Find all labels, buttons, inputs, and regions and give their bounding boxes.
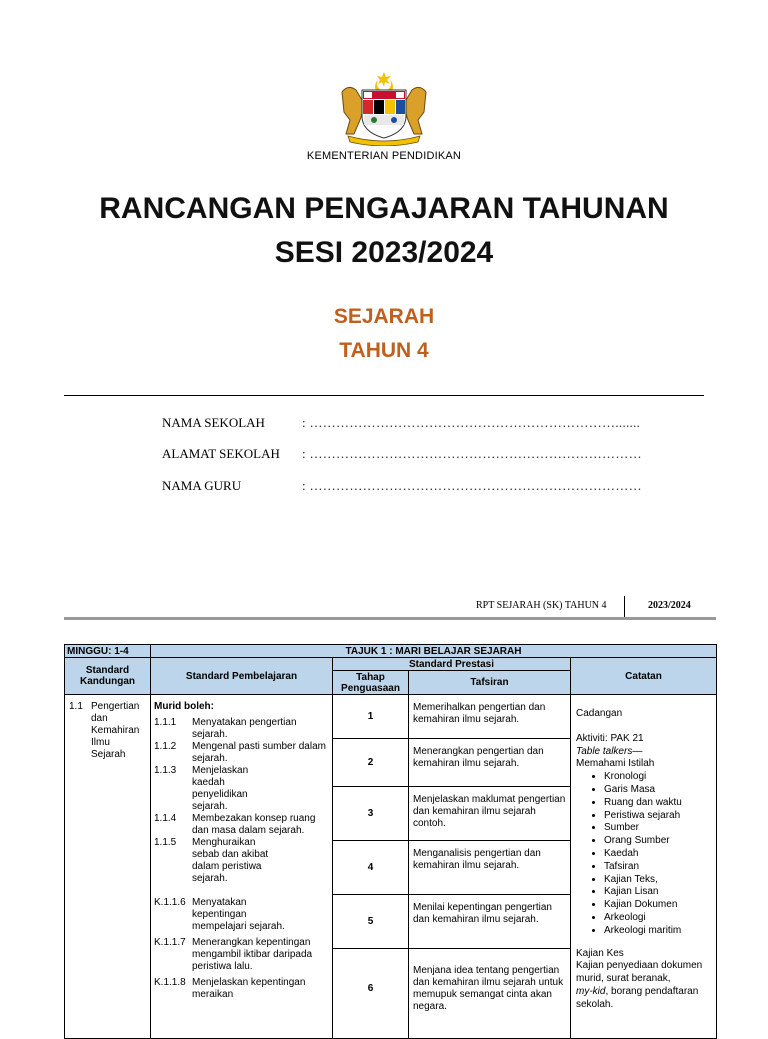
field-label: ALAMAT SEKOLAH xyxy=(162,446,280,461)
catatan-activity: Aktiviti: PAK 21 xyxy=(576,732,644,744)
list-item: • Kronologi xyxy=(604,771,711,784)
list-item: 1.1.5 Menghuraikan sebab dan akibat dalam peristiwa sejarah. xyxy=(154,837,269,884)
list-item: K.1.1.6 Menyatakan kepentingan mempelajari sejarah. xyxy=(154,897,285,932)
tahap-3: 3 xyxy=(333,787,409,841)
field-blank: : ………………………………………………………………… xyxy=(302,478,642,493)
case-text-1: Kajian penyediaan dokumen murid, surat beranak, xyxy=(576,960,703,985)
sp-intro: Murid boleh: xyxy=(154,701,214,712)
field-label: NAMA SEKOLAH xyxy=(162,415,265,430)
year-title: TAHUN 4 xyxy=(339,339,429,362)
field-label: NAMA GURU xyxy=(162,478,242,493)
running-header-session: 2023/2024 xyxy=(648,600,691,611)
tafsiran-3: Menjelaskan maklumat pengertian dan kemahiran ilmu sejarah contoh. xyxy=(409,787,571,841)
list-item: • Tafsiran xyxy=(604,861,711,874)
lesson-plan-table xyxy=(64,644,717,1039)
title-divider xyxy=(64,395,704,396)
field-blank: : ………………………………………………………………… xyxy=(302,446,642,461)
field-blank: : ……………………………………………………………....... xyxy=(302,415,641,430)
catatan-heading: Cadangan xyxy=(576,708,623,719)
list-item: 1.1.4 Membezakan konsep ruang dan masa dalam sejarah. xyxy=(154,813,316,836)
col-standard-pembelajaran: Standard Pembelajaran xyxy=(151,658,333,695)
header-rule xyxy=(64,617,716,620)
tafsiran-5: Menilai kepentingan pengertian dan kemahiran ilmu sejarah. xyxy=(409,895,571,949)
tahap-1: 1 xyxy=(333,695,409,739)
list-item: • Sumber xyxy=(604,822,711,835)
list-item: 1.1.2 Mengenal pasti sumber dalam sejarah. xyxy=(154,741,326,764)
document-title: RANCANGAN PENGAJARAN TAHUNAN xyxy=(99,192,669,225)
catatan-cell xyxy=(571,695,717,1039)
tafsiran-2: Menerangkan pengertian dan kemahiran ilmu sejarah. xyxy=(409,739,571,787)
tahap-6: 6 xyxy=(333,949,409,1039)
catatan-activity-title: Table talkers— xyxy=(576,745,643,757)
list-item: 1.1.1 Menyatakan pengertian sejarah. xyxy=(154,717,297,740)
header-separator xyxy=(624,596,625,618)
coat-of-arms-emblem xyxy=(334,70,434,146)
tahap-5: 5 xyxy=(333,895,409,949)
ministry-name: KEMENTERIAN PENDIDIKAN xyxy=(306,150,462,162)
field-school-name xyxy=(162,415,640,431)
week-cell: MINGGU: 1-4 xyxy=(65,645,151,658)
sp-cell xyxy=(151,695,333,1039)
list-item: • Garis Masa xyxy=(604,784,711,797)
sk-cell xyxy=(65,695,151,1039)
col-tahap: Tahap Penguasaan xyxy=(333,671,409,695)
list-item: • Ruang dan waktu xyxy=(604,797,711,810)
list-item: • Peristiwa sejarah xyxy=(604,810,711,823)
tahap-4: 4 xyxy=(333,841,409,895)
subject-title: SEJARAH xyxy=(333,305,435,328)
case-text-2: my-kid, borang pendaftaran sekolah. xyxy=(576,985,699,1010)
case-heading: Kajian Kes xyxy=(576,947,624,959)
list-item: • Orang Sumber xyxy=(604,835,711,848)
tafsiran-4: Menganalisis pengertian dan kemahiran ilmu sejarah. xyxy=(409,841,571,895)
list-item: • Kajian Teks, xyxy=(604,874,711,887)
list-item: • Kaedah xyxy=(604,848,711,861)
catatan-activity-desc: Memahami Istilah xyxy=(576,758,655,770)
sk-number: 1.1 xyxy=(69,701,83,712)
sk-text: Pengertian dan Kemahiran Ilmu Sejarah xyxy=(91,701,140,760)
list-item: • Arkeologi xyxy=(604,912,711,925)
topic-cell: TAJUK 1 : MARI BELAJAR SEJARAH xyxy=(151,645,717,658)
session-title: SESI 2023/2024 xyxy=(274,236,494,269)
col-catatan: Catatan xyxy=(571,658,717,695)
tahap-2: 2 xyxy=(333,739,409,787)
col-standard-kandungan: Standard Kandungan xyxy=(65,658,151,695)
tafsiran-6: Menjana idea tentang pengertian dan kemahiran ilmu sejarah untuk memupuk semangat cinta akan negara. xyxy=(409,949,571,1039)
list-item: K.1.1.8 Menjelaskan kepentingan meraikan xyxy=(154,977,306,1000)
list-item: K.1.1.7 Menerangkan kepentingan mengambil iktibar daripada peristiwa lalu. xyxy=(154,937,313,972)
tafsiran-1: Memerihalkan pengertian dan kemahiran ilmu sejarah. xyxy=(409,695,571,739)
running-header-title: RPT SEJARAH (SK) TAHUN 4 xyxy=(476,600,607,611)
term-list xyxy=(576,771,711,937)
col-standard-prestasi: Standard Prestasi xyxy=(333,658,571,671)
col-tafsiran: Tafsiran xyxy=(409,671,571,695)
list-item: • Kajian Lisan xyxy=(604,886,711,899)
field-teacher-name xyxy=(162,478,642,494)
list-item: • Arkeologi maritim xyxy=(604,925,711,938)
list-item: 1.1.3 Menjelaskan kaedah penyelidikan sejarah. xyxy=(154,765,249,812)
list-item: • Kajian Dokumen xyxy=(604,899,711,912)
field-school-address xyxy=(162,446,642,462)
